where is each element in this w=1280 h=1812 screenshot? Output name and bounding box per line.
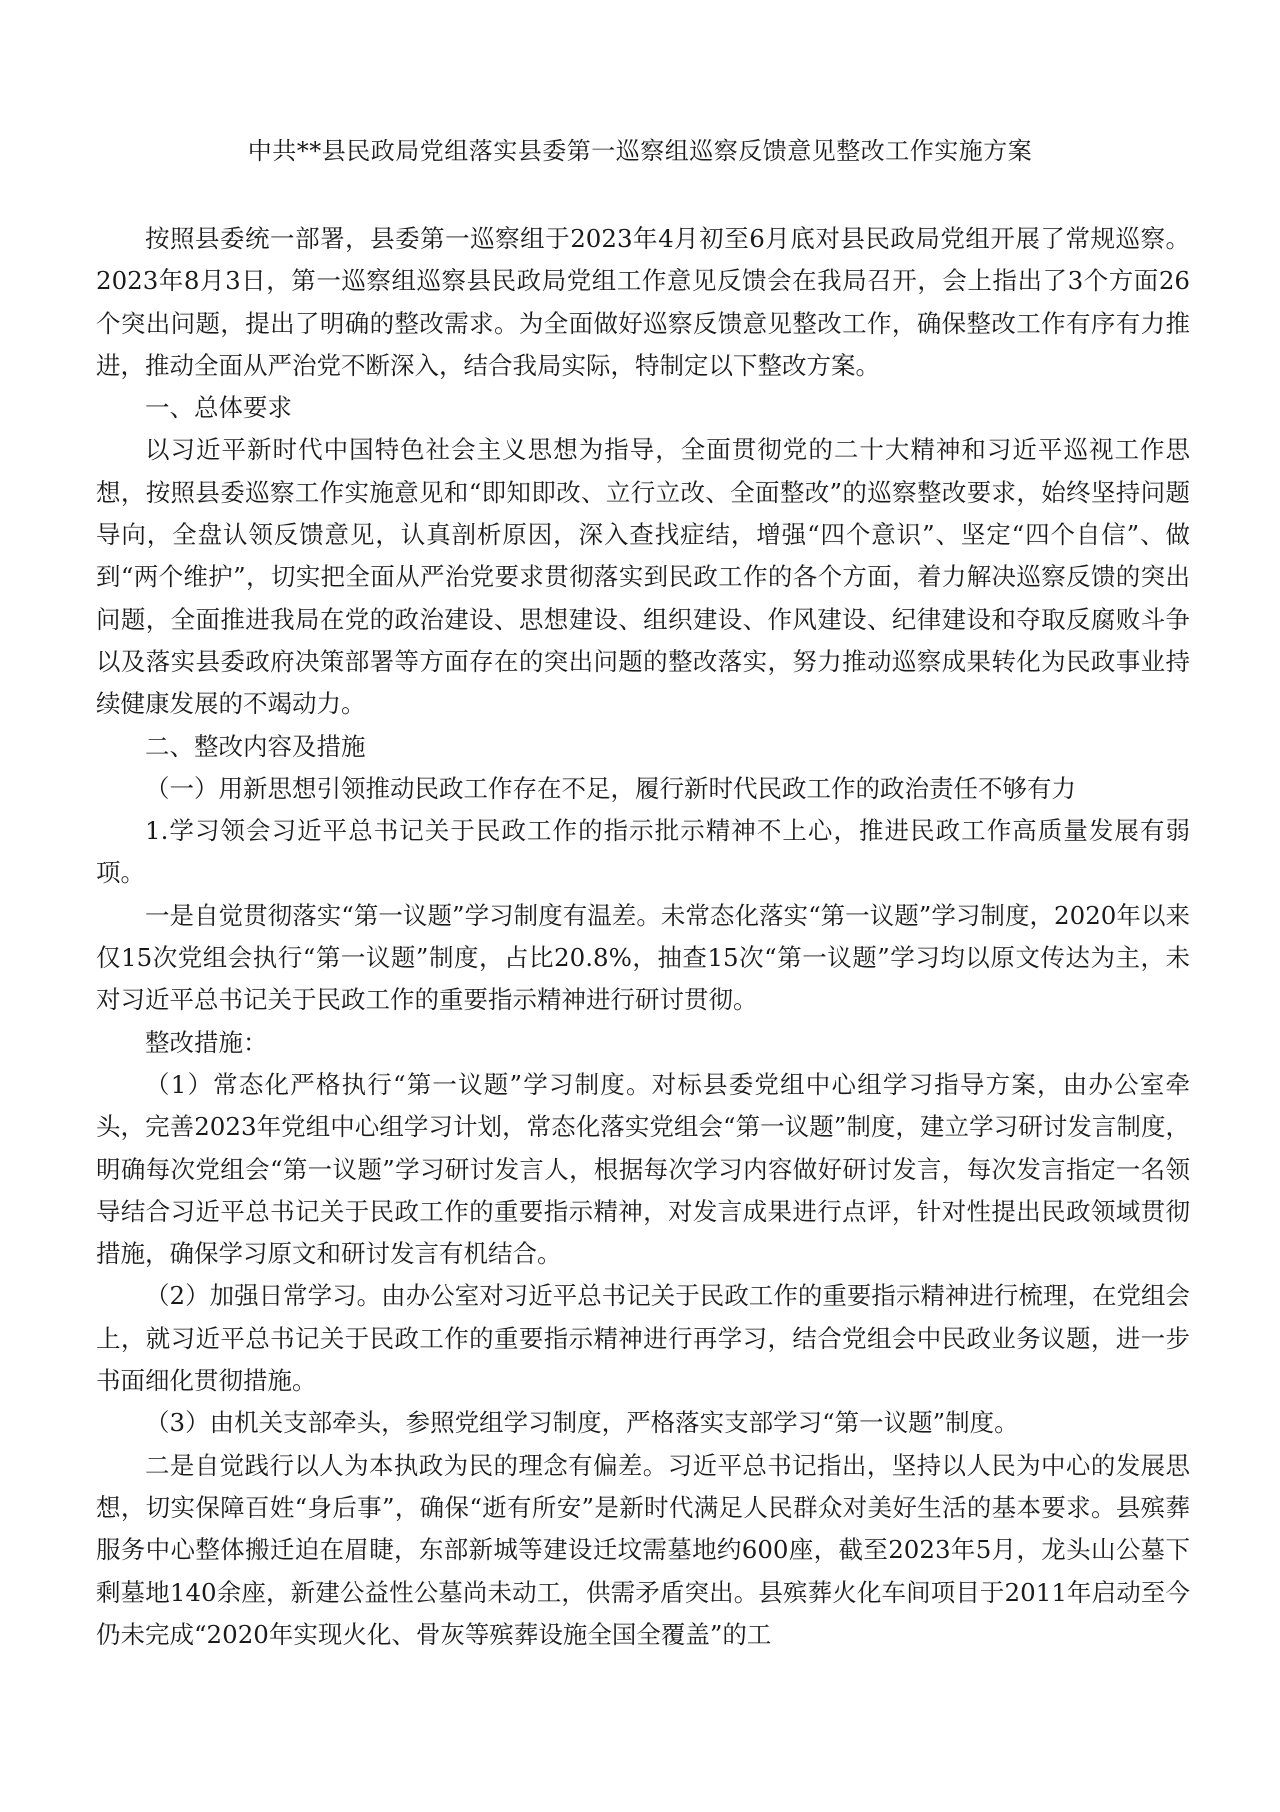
measures-label: 整改措施：: [145, 1027, 268, 1057]
measure-3-paragraph: （3）由机关支部牵头，参照党组学习制度，严格落实支部学习“第一议题”制度。: [145, 1408, 1019, 1438]
document-body: [96, 218, 1190, 1656]
general-requirements-paragraph: 以习近平新时代中国特色社会主义思想为指导，全面贯彻党的二十大精神和习近平巡视工作思想，按照县委巡察工作实施意见和“即知即改、立行立改、全面整改”的巡察整改要求，始终坚持问题导向，全盘认领反馈意见，认真剖析原因，深入查找症结，增强“四个意识”、坚定“四个自信”、做到“两个维护”，切实把全面从严治党要求贯彻落实到民政工作的各个方面，着力解决巡察反馈的突出问题，全面推进我局在党的政治建设、思想建设、组织建设、作风建设、纪律建设和夺取反腐败斗争以及落实县委政府决策部署等方面存在的突出问题的整改落实，努力推动巡察成果转化为民政事业持续健康发展的不竭动力。: [96, 435, 1190, 719]
intro-paragraph: 按照县委统一部署，县委第一巡察组于2023年4月初至6月底对县民政局党组开展了常规巡察。2023年8月3日，第一巡察组巡察县民政局党组工作意见反馈会在我局召开，会上指出了3个方面26个突出问题，提出了明确的整改需求。为全面做好巡察反馈意见整改工作，确保整改工作有序有力推进，推动全面从严治党不断深入，结合我局实际，特制定以下整改方案。: [96, 224, 1190, 380]
issue-1-point-1-paragraph: 一是自觉贯彻落实“第一议题”学习制度有温差。未常态化落实“第一议题”学习制度，2020年以来仅15次党组会执行“第一议题”制度，占比20.8%，抽查15次“第一议题”学习均以原文传达为主，未对习近平总书记关于民政工作的重要指示精神进行研讨贯彻。: [96, 900, 1190, 1015]
section-heading-general-requirements: 一、总体要求: [145, 393, 292, 423]
measure-2-paragraph: （2）加强日常学习。由办公室对习近平总书记关于民政工作的重要指示精神进行梳理，在党组会上，就习近平总书记关于民政工作的重要指示精神进行再学习，结合党组会中民政业务议题，进一步书面细化贯彻措施。: [96, 1281, 1190, 1396]
document-title: 中共**县民政局党组落实县委第一巡察组巡察反馈意见整改工作实施方案: [247, 137, 1033, 165]
measure-1-paragraph: （1）常态化严格执行“第一议题”学习制度。对标县委党组中心组学习指导方案，由办公室牵头，完善2023年党组中心组学习计划，常态化落实党组会“第一议题”制度，建立学习研讨发言制度，明确每次党组会“第一议题”学习研讨发言人，根据每次学习内容做好研讨发言，每次发言指定一名领导结合习近平总书记关于民政工作的重要指示精神，对发言成果进行点评，针对性提出民政领域贯彻措施，确保学习原文和研讨发言有机结合。: [96, 1069, 1190, 1269]
issue-1-paragraph: 1.学习领会习近平总书记关于民政工作的指示批示精神不上心，推进民政工作高质量发展有弱项。: [96, 816, 1190, 888]
section-heading-rectification-content: 二、整改内容及措施: [145, 731, 366, 761]
issue-1-point-2-paragraph: 二是自觉践行以人为本执政为民的理念有偏差。习近平总书记指出，坚持以人民为中心的发展思想，切实保障百姓“身后事”，确保“逝有所安”是新时代满足人民群众对美好生活的基本要求。县殡葬服务中心整体搬迁迫在眉睫，东部新城等建设迁坟需墓地约600座，截至2023年5月，龙头山公墓下剩墓地140余座，新建公益性公墓尚未动工，供需矛盾突出。县殡葬火化车间项目于2011年启动至今仍未完成“2020年实现火化、骨灰等殡葬设施全国全覆盖”的工: [96, 1450, 1190, 1649]
subsection-heading-1: （一）用新思想引领推动民政工作存在不足，履行新时代民政工作的政治责任不够有力: [145, 773, 1076, 803]
